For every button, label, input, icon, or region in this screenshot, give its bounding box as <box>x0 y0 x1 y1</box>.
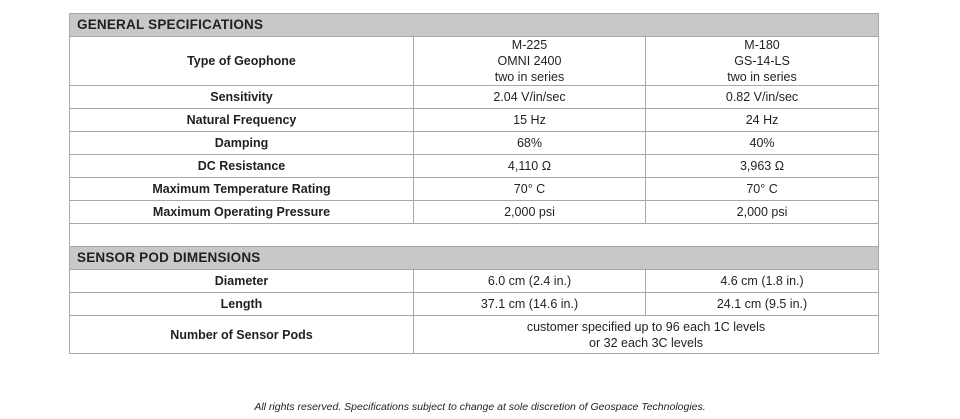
value-line: GS-14-LS <box>734 54 790 68</box>
value-line: or 32 each 3C levels <box>589 335 703 350</box>
value-cell: 70° C <box>414 178 646 201</box>
value-cell: 15 Hz <box>414 109 646 132</box>
value-cell: 2,000 psi <box>646 201 879 224</box>
general-specifications-header <box>70 14 879 37</box>
table-row <box>70 109 879 132</box>
row-label: Maximum Operating Pressure <box>70 201 414 224</box>
value-cell: 37.1 cm (14.6 in.) <box>414 293 646 316</box>
spacer-row <box>70 224 879 247</box>
value-line: OMNI 2400 <box>497 54 562 68</box>
row-label: DC Resistance <box>70 155 414 178</box>
value-cell: 6.0 cm (2.4 in.) <box>414 270 646 293</box>
table-row <box>70 316 879 354</box>
value-cell: 3,963 Ω <box>646 155 879 178</box>
table-row <box>70 201 879 224</box>
value-cell <box>414 37 646 86</box>
table-row <box>70 270 879 293</box>
value-cell <box>646 37 879 86</box>
value-cell: 2,000 psi <box>414 201 646 224</box>
row-label: Length <box>70 293 414 316</box>
spacer-cell <box>70 224 879 247</box>
table-row <box>70 178 879 201</box>
value-cell: 68% <box>414 132 646 155</box>
value-line: customer specified up to 96 each 1C levels <box>526 319 766 334</box>
table-row <box>70 132 879 155</box>
section-heading: SENSOR POD DIMENSIONS <box>70 247 879 270</box>
row-label: Natural Frequency <box>70 109 414 132</box>
row-label: Damping <box>70 132 414 155</box>
row-label: Type of Geophone <box>70 37 414 86</box>
specifications-table <box>69 13 879 354</box>
value-cell: 4,110 Ω <box>414 155 646 178</box>
value-line: two in series <box>727 70 797 84</box>
value-cell <box>414 316 879 354</box>
value-cell: 0.82 V/in/sec <box>646 86 879 109</box>
section-heading: GENERAL SPECIFICATIONS <box>70 14 879 37</box>
footer-disclaimer: All rights reserved. Specifications subject to change at sole discretion of Geospace Technologies. <box>254 401 706 413</box>
value-cell: 24.1 cm (9.5 in.) <box>646 293 879 316</box>
row-label: Diameter <box>70 270 414 293</box>
table-row <box>70 37 879 86</box>
table-row <box>70 86 879 109</box>
table-row <box>70 155 879 178</box>
value-cell: 24 Hz <box>646 109 879 132</box>
sensor-pod-dimensions-header <box>70 247 879 270</box>
row-label: Number of Sensor Pods <box>70 316 414 354</box>
value-line: two in series <box>494 70 565 84</box>
value-cell: 2.04 V/in/sec <box>414 86 646 109</box>
value-cell: 4.6 cm (1.8 in.) <box>646 270 879 293</box>
row-label: Maximum Temperature Rating <box>70 178 414 201</box>
table-row <box>70 293 879 316</box>
value-cell: 70° C <box>646 178 879 201</box>
value-cell: 40% <box>646 132 879 155</box>
row-label: Sensitivity <box>70 86 414 109</box>
value-line: M-225 <box>511 38 548 52</box>
value-line: M-180 <box>744 38 780 52</box>
